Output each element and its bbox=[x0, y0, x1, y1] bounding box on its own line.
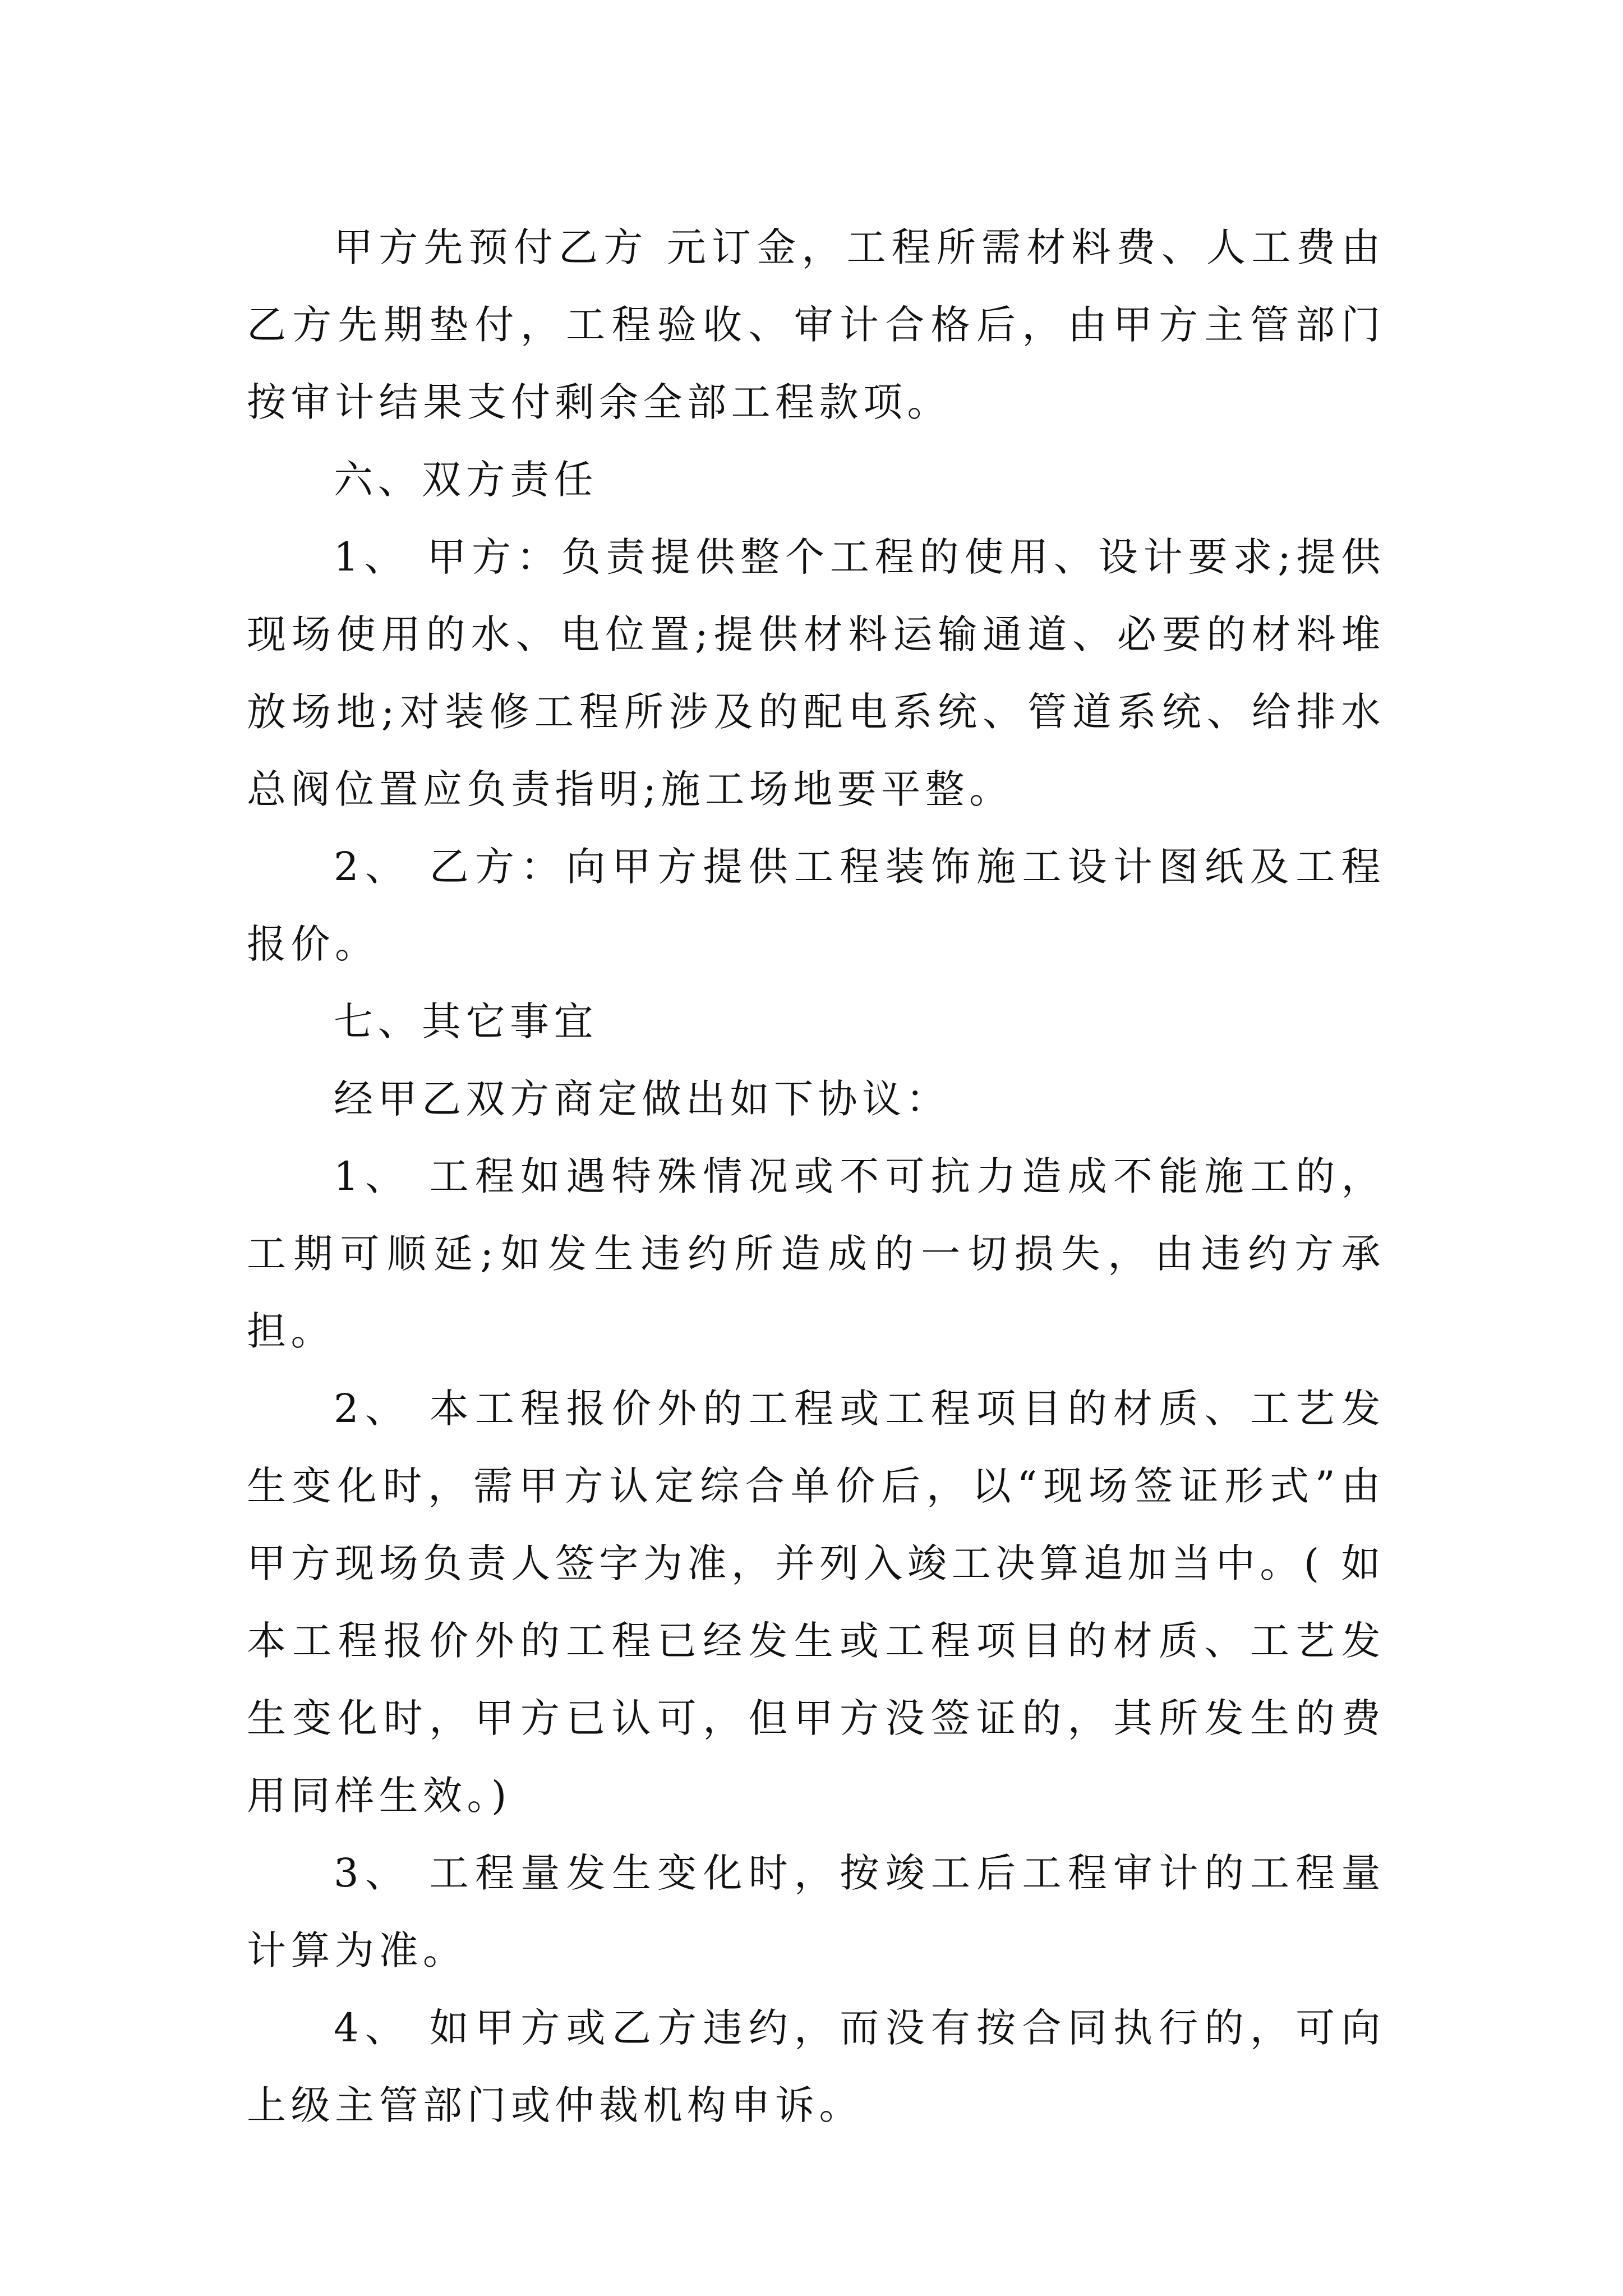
section-heading-other-matters: 七、其它事宜 bbox=[334, 999, 598, 1045]
clause-breach-appeal: 4、 如甲方或乙方违约，而没有按合同执行的，可向上级主管部门或仲裁机构申诉。 bbox=[247, 2005, 1385, 2128]
document-body bbox=[247, 209, 1385, 2144]
clause-quantity-changes: 3、 工程量发生变化时，按竣工后工程审计的工程量计算为准。 bbox=[247, 1850, 1385, 1973]
paragraph-agreement-intro: 经甲乙双方商定做出如下协议： bbox=[334, 1076, 950, 1122]
paragraph-payment-terms: 甲方先预付乙方 元订金，工程所需材料费、人工费由乙方先期垫付，工程验收、审计合格后，由甲方主管部门按审计结果支付剩余全部工程款项。 bbox=[247, 224, 1385, 425]
clause-change-orders: 2、 本工程报价外的工程或工程项目的材质、工艺发生变化时，需甲方认定综合单价后，以“现场签证形式”由甲方现场负责人签字为准，并列入竣工决算追加当中。( 如本工程报价外的工程已经发生或工程项目的材质、工艺发生变化时，甲方已认可，但甲方没签证的，其所发生的费用同样生效。) bbox=[247, 1386, 1385, 1819]
clause-party-a-duties: 1、 甲方：负责提供整个工程的使用、设计要求;提供现场使用的水、电位置;提供材料运输通道、必要的材料堆放场地;对装修工程所涉及的配电系统、管道系统、给排水总阀位置应负责指明;施工场地要平整。 bbox=[247, 534, 1385, 812]
clause-force-majeure: 1、 工程如遇特殊情况或不可抗力造成不能施工的，工期可顺延;如发生违约所造成的一切损失，由违约方承担。 bbox=[247, 1153, 1385, 1354]
section-heading-responsibilities: 六、双方责任 bbox=[334, 457, 598, 503]
clause-party-b-duties: 2、 乙方：向甲方提供工程装饰施工设计图纸及工程报价。 bbox=[247, 844, 1385, 967]
